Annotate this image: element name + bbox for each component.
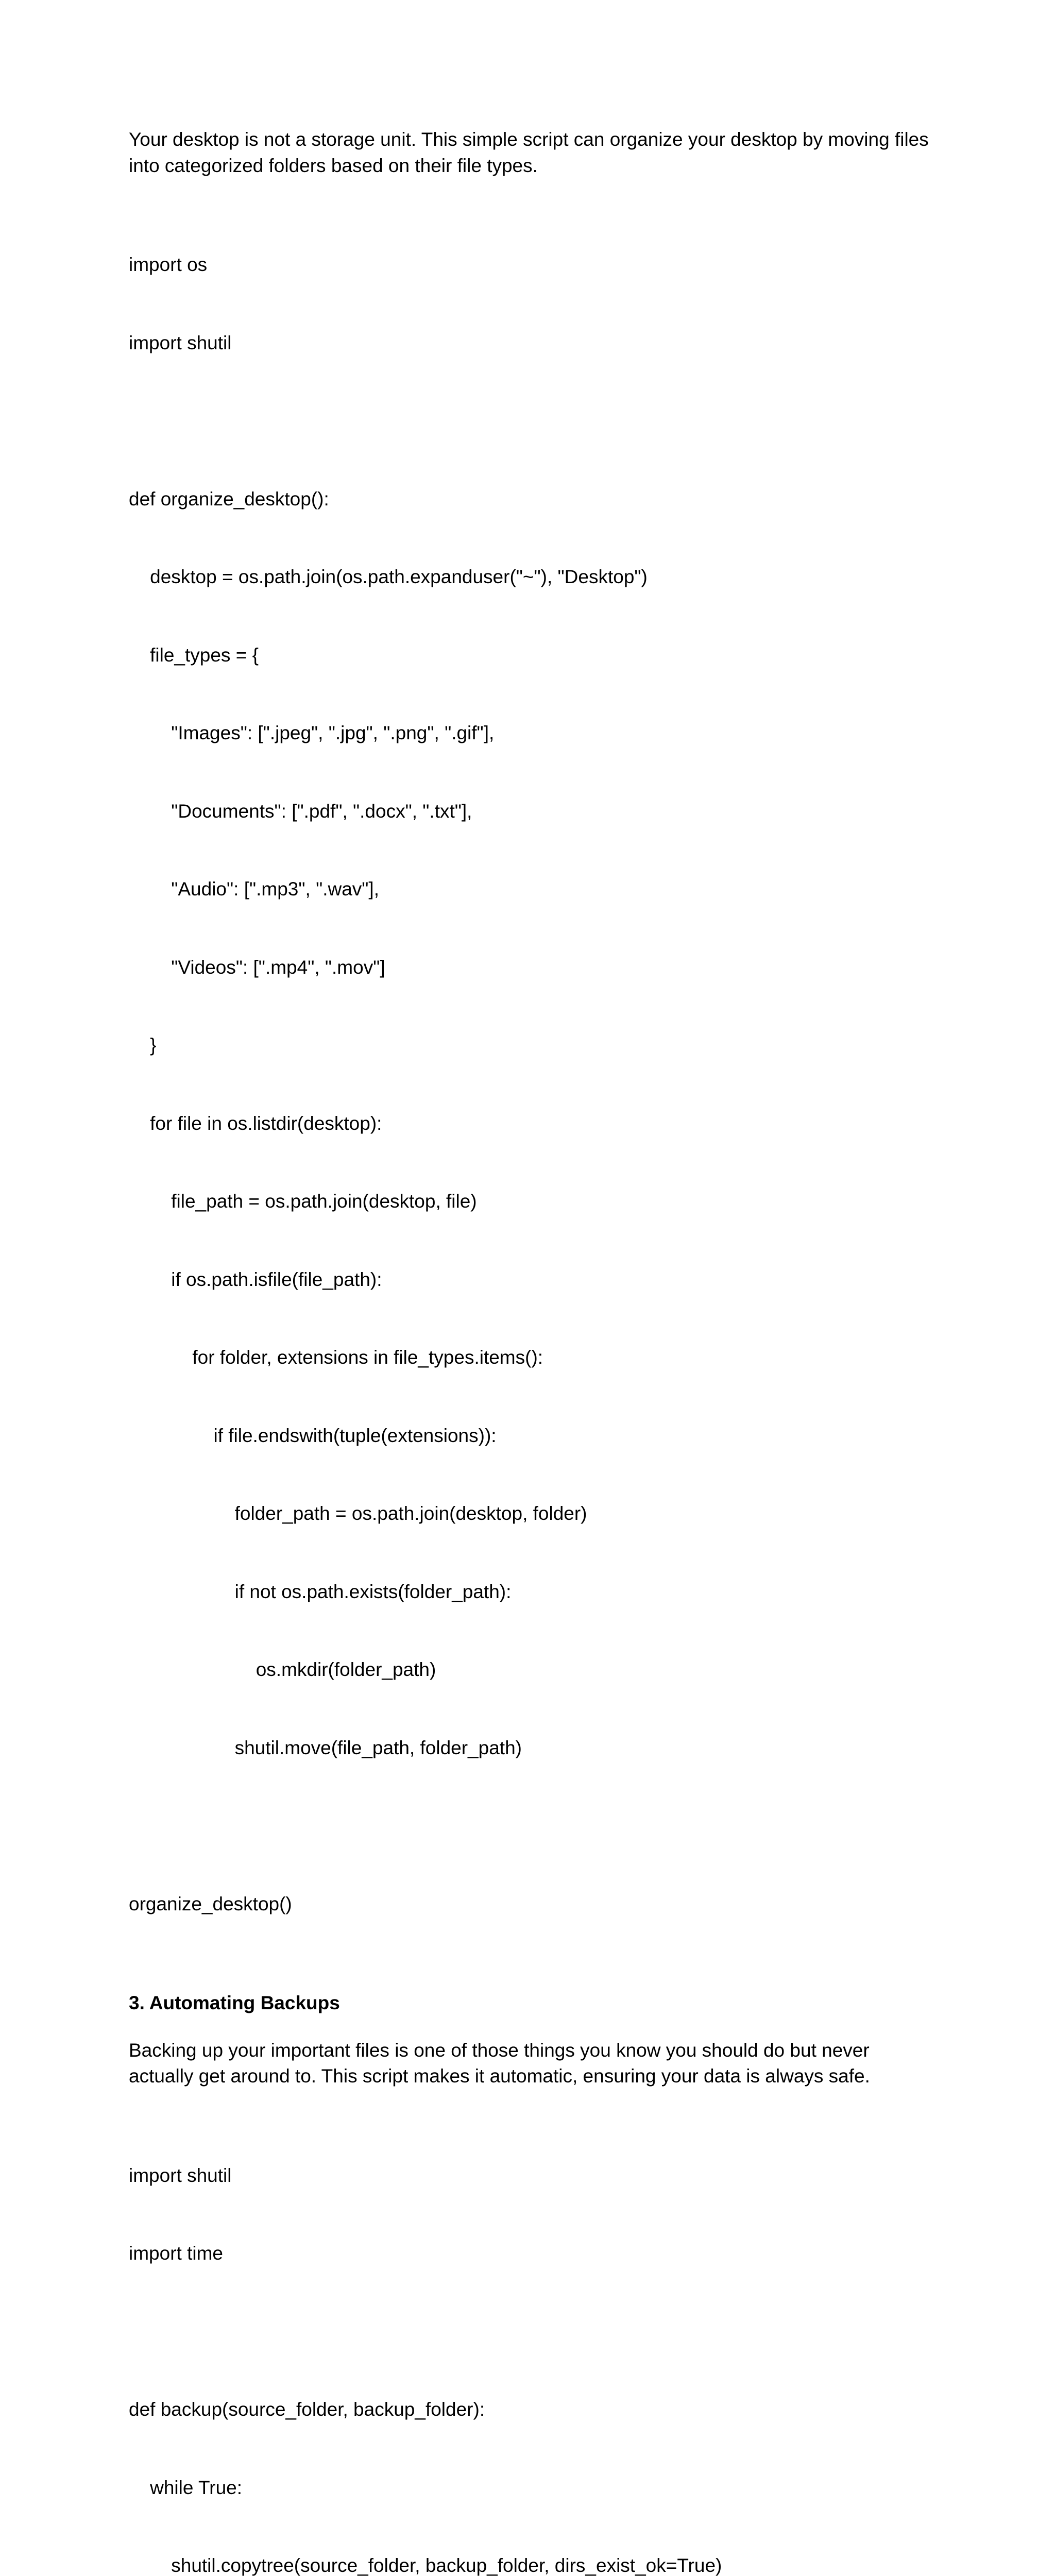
- code-line: organize_desktop(): [129, 1891, 932, 1918]
- code-line: def organize_desktop():: [129, 486, 932, 513]
- code-line: if not os.path.exists(folder_path):: [129, 1579, 932, 1605]
- spacer: [129, 2090, 932, 2111]
- code-line: "Audio": [".mp3", ".wav"],: [129, 876, 932, 903]
- code-line: file_path = os.path.join(desktop, file): [129, 1189, 932, 1215]
- code-line: shutil.copytree(source_folder, backup_folder, dirs_exist_ok=True): [129, 2553, 932, 2576]
- code-line: import os: [129, 252, 932, 278]
- code-line: import shutil: [129, 330, 932, 357]
- code-line: if os.path.isfile(file_path):: [129, 1267, 932, 1293]
- code-line: }: [129, 1032, 932, 1059]
- document-page: [129, 127, 932, 2576]
- code-line: [129, 408, 932, 434]
- code-line: "Documents": [".pdf", ".docx", ".txt"],: [129, 799, 932, 825]
- code-line: if file.endswith(tuple(extensions)):: [129, 1423, 932, 1449]
- code-line: "Videos": [".mp4", ".mov"]: [129, 955, 932, 981]
- code-line: for folder, extensions in file_types.items():: [129, 1345, 932, 1371]
- section-paragraph: Backing up your important files is one of those things you know you should do but never actually get around to. This script makes it automatic, ensuring your data is always safe.: [129, 2038, 932, 2090]
- code-line: file_types = {: [129, 642, 932, 669]
- code-line: [129, 2319, 932, 2345]
- code-block-backup: [129, 2111, 932, 2576]
- code-line: while True:: [129, 2475, 932, 2501]
- spacer: [129, 2016, 932, 2038]
- section-heading: 3. Automating Backups: [129, 1990, 932, 2016]
- code-line: import time: [129, 2241, 932, 2267]
- code-line: import shutil: [129, 2163, 932, 2189]
- code-line: shutil.move(file_path, folder_path): [129, 1735, 932, 1761]
- code-line: for file in os.listdir(desktop):: [129, 1111, 932, 1137]
- intro-paragraph: Your desktop is not a storage unit. This simple script can organize your desktop by moving files into categorized folders based on their file types.: [129, 127, 932, 179]
- code-line: [129, 1813, 932, 1839]
- code-line: desktop = os.path.join(os.path.expanduser("~"), "Desktop"): [129, 564, 932, 590]
- code-line: def backup(source_folder, backup_folder):: [129, 2397, 932, 2423]
- code-block-organize-desktop: [129, 200, 932, 1969]
- spacer: [129, 1969, 932, 1990]
- spacer: [129, 179, 932, 200]
- code-line: "Images": [".jpeg", ".jpg", ".png", ".gif"],: [129, 720, 932, 747]
- code-line: folder_path = os.path.join(desktop, folder): [129, 1501, 932, 1527]
- code-line: os.mkdir(folder_path): [129, 1657, 932, 1683]
